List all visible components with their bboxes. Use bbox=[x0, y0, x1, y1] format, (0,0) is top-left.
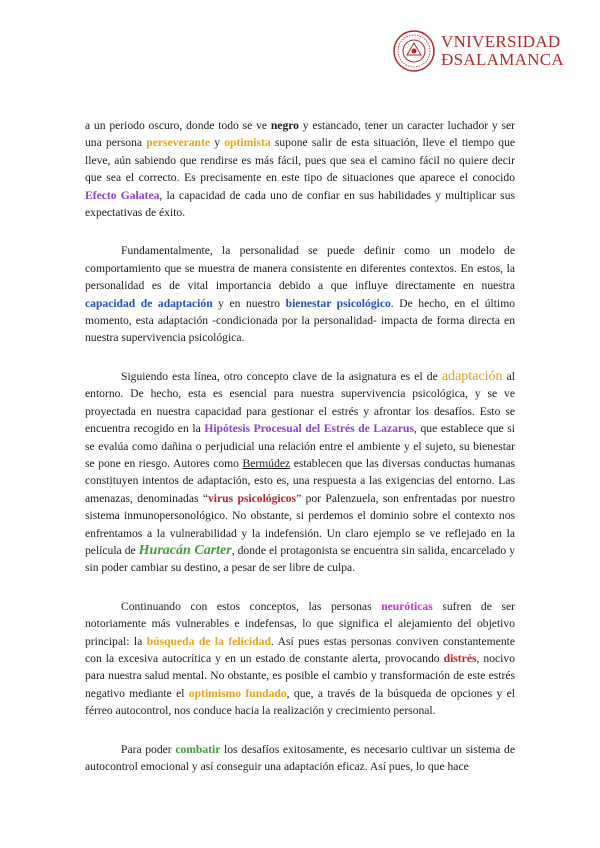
keyword-efecto-galatea: Efecto Galatea bbox=[85, 188, 160, 202]
keyword-virus-psicologicos: virus psicológicos bbox=[207, 491, 297, 505]
keyword-capacidad-adaptacion: capacidad de adaptación bbox=[85, 296, 213, 310]
paragraph-5: Para poder combatir los desafíos exitosamente, es necesario cultivar un sistema de autocontrol emocional y así conseguir una adaptación eficaz. Así pues, lo que hace bbox=[85, 742, 516, 773]
keyword-neuroticas: neuróticas bbox=[381, 599, 433, 613]
university-seal-icon bbox=[393, 30, 435, 72]
keyword-adaptacion: adaptación bbox=[441, 368, 503, 384]
keyword-optimista: optimista bbox=[224, 136, 271, 150]
logo-wordmark bbox=[441, 33, 564, 69]
university-logo bbox=[393, 30, 564, 72]
keyword-huracan-carter: Huracán Carter bbox=[138, 542, 232, 558]
paragraph-1: a un periodo oscuro, donde todo se ve negro y estancado, tener un caracter luchador y ser una persona perseverante y optimista supone salir de esta situación, lleve el tiempo que lleve, aún sabiendo que rendirse es más fácil, pues que sea el camino fácil no quiere decir que sea el correcto. Es precisamente en este tipo de situaciones que aparece el conocido Efecto Galatea, la capacidad de cada uno de confiar en sus habilidades y multiplicar sus expectativas de éxito. bbox=[85, 119, 516, 220]
paragraph-2: Fundamentalmente, la personalidad se puede definir como un modelo de comportamiento que se muestra de manera consistente en diferentes contextos. En estos, la personalidad es de vital importancia debido a que influye directamente en nuestra capacidad de adaptación y en nuestro bienestar psicológico. De hecho, en el último momento, esta adaptación -condicionada por la personalidad- impacta de forma directa en nuestra supervivencia psicológica. bbox=[85, 244, 516, 345]
paragraph-4: Continuando con estos conceptos, las personas neuróticas sufren de ser notoriamente más vulnerables e indefensas, lo que significa el alejamiento del objetivo principal: la búsqueda de la felicidad. Así pues estas personas conviven constantemente con la excesiva autocrítica y en un estado de constante alerta, provocando distrés, nocivo para nuestra salud mental. No obstante, es posible el cambio y transformación de este estrés negativo mediante el optimismo fundado, que, a través de la búsqueda de opciones y el férreo autocontrol, nos conduce hacia la realización y crecimiento personal. bbox=[85, 599, 516, 718]
keyword-optimismo-fundado: optimismo fundado bbox=[188, 686, 287, 700]
logo-line-2: ÐSALAMANCA bbox=[441, 50, 564, 69]
keyword-hipotesis-lazarus: Hipótesis Procesual del Estrés de Lazarus bbox=[204, 422, 415, 436]
document-body bbox=[85, 117, 515, 796]
keyword-combatir: combatir bbox=[175, 742, 221, 756]
logo-line-1: VNIVERSIDAD bbox=[441, 32, 561, 51]
paragraph-3: Siguiendo esta línea, otro concepto clave de la asignatura es el de adaptación al entorno. De hecho, esta es esencial para nuestra supervivencia psicológica, y se ve proyectada en nuestra capacidad para gestionar el estrés y afrontar los desafíos. Esto se encuentra recogido en la Hipótesis Procesual del Estrés de Lazarus, que establece que si se evalúa como dañina o perjudicial una relación entre el ambiente y el sujeto, su bienestar se pone en riesgo. Autores como Bermúdez establecen que las diversas conductas humanas constituyen intentos de adaptación, esto es, una respuesta a las exigencias del entorno. Las amenazas, denominadas “virus psicológicos” por Palenzuela, son enfrentadas por nuestro sistema inmunopersonológico. No obstante, si perdemos el dominio sobre el contexto nos enfrentamos a la vulnerabilidad y la indefensión. Un claro ejemplo se ve reflejado en la película de Huracán Carter, donde el protagonista se encuentra sin salida, encarcelado y sin poder cambiar su destino, a pesar de ser libre de culpa. bbox=[85, 368, 516, 575]
keyword-bienestar-psicologico: bienestar psicológico bbox=[285, 296, 391, 310]
keyword-negro: negro bbox=[270, 119, 299, 132]
keyword-distres: distrés bbox=[443, 651, 477, 665]
keyword-busqueda-felicidad: búsqueda de la felicidad bbox=[146, 634, 271, 648]
keyword-perseverante: perseverante bbox=[146, 136, 210, 150]
keyword-bermudez: Bermúdez bbox=[242, 456, 291, 470]
